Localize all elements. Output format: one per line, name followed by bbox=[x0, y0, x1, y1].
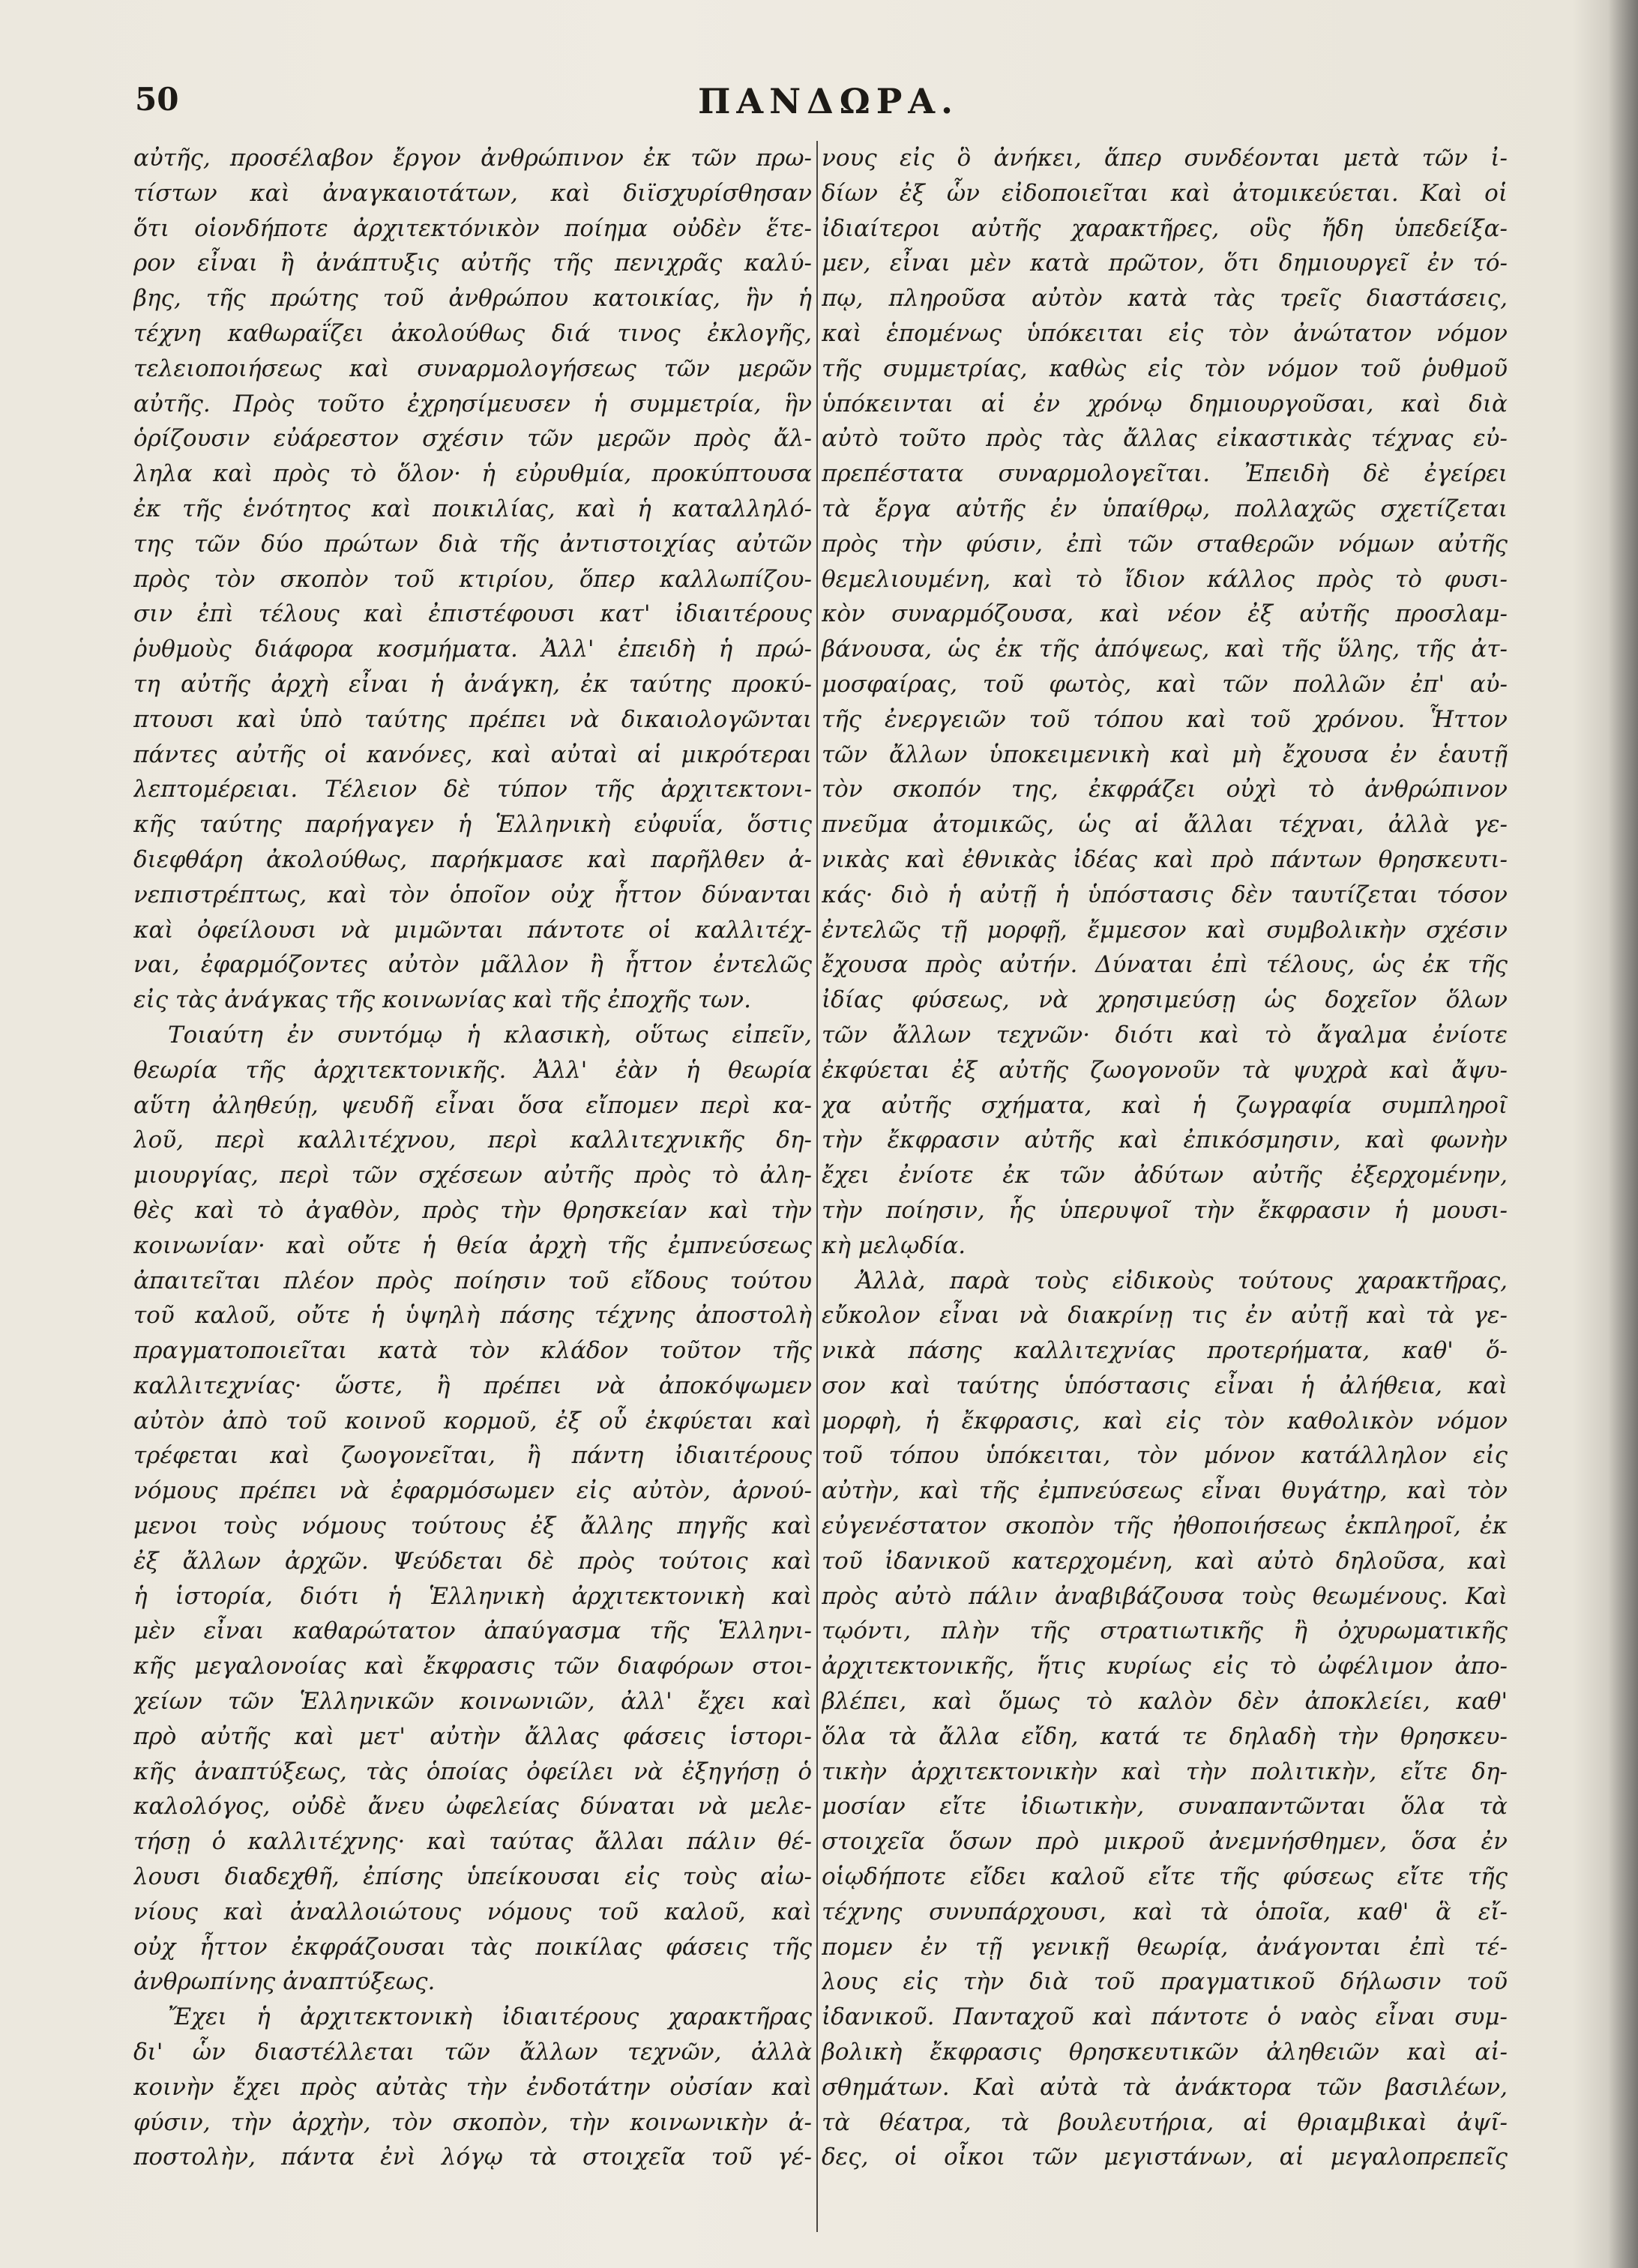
text-line: τοῦ καλοῦ, οὔτε ἡ ὑψηλὴ πάσης τέχνης ἀποστολὴ bbox=[133, 1302, 812, 1330]
text-line: νόμους πρέπει νὰ ἐφαρμόσωμεν εἰς αὐτὸν, ἀρνού- bbox=[133, 1477, 812, 1505]
text-line: ἐκ τῆς ἑνότητος καὶ ποικιλίας, καὶ ἡ καταλληλό- bbox=[133, 495, 812, 522]
text-line: σον καὶ ταύτης ὑπόστασις εἶναι ἡ ἀλήθεια, καὶ bbox=[822, 1372, 1508, 1399]
text-line: τῆς συμμετρίας, καθὼς εἰς τὸν νόμον τοῦ ῥυθμοῦ bbox=[822, 355, 1508, 382]
text-line: κὴ μελῳδία. bbox=[822, 1231, 966, 1259]
text-line: τὰ θέατρα, τὰ βουλευτήρια, αἱ θριαμβικαὶ ἀψῖ- bbox=[822, 2108, 1508, 2136]
text-line: κῆς ἀναπτύξεως, τὰς ὁποίας ὀφείλει νὰ ἐξηγήσῃ ὁ bbox=[133, 1758, 812, 1785]
column-divider bbox=[816, 141, 818, 2232]
text-line: ἀνθρωπίνης ἀναπτύξεως. bbox=[133, 1968, 436, 1996]
text-line: εὐγενέστατον σκοπὸν τῆς ἠθοποιήσεως ἐκπληροῖ, ἐκ bbox=[822, 1512, 1508, 1540]
text-line: σιν ἐπὶ τέλους καὶ ἐπιστέφουσι κατ' ἰδιαιτέρους bbox=[133, 600, 812, 628]
text-line: θὲς καὶ τὸ ἀγαθὸν, πρὸς τὴν θρησκείαν καὶ τὴν bbox=[133, 1196, 812, 1224]
text-line: Τοιαύτη ἐν συντόμῳ ἡ κλασικὴ, οὕτως εἰπεῖν, bbox=[168, 1021, 812, 1049]
text-line: τικὴν ἀρχιτεκτονικὴν καὶ τὴν πολιτικὴν, εἴτε δη- bbox=[822, 1758, 1508, 1785]
text-line: νους εἰς ὃ ἀνήκει, ἅπερ συνδέονται μετὰ τῶν ἰ- bbox=[822, 145, 1508, 172]
page-header bbox=[135, 81, 1522, 127]
text-line: ἰδίας φύσεως, νὰ χρησιμεύσῃ ὡς δοχεῖον ὅλων bbox=[822, 986, 1508, 1014]
text-line: μενοι τοὺς νόμους τούτους ἐξ ἄλλης πηγῆς καὶ bbox=[133, 1512, 812, 1540]
text-line: κοινὴν ἔχει πρὸς αὐτὰς τὴν ἐνδοτάτην οὐσίαν καὶ bbox=[133, 2073, 812, 2101]
text-line: ἔχουσα πρὸς αὐτήν. Δύναται ἐπὶ τέλους, ὡς ἐκ τῆς bbox=[822, 951, 1508, 979]
text-line: τῶν ἄλλων ὑποκειμενικὴ καὶ μὴ ἔχουσα ἐν ἑαυτῇ bbox=[822, 741, 1508, 768]
text-line: χα αὐτῆς σχήματα, καὶ ἡ ζωγραφία συμπληροῖ bbox=[822, 1091, 1508, 1119]
page-number: 50 bbox=[135, 81, 179, 118]
text-line: τέχνη καθωραΐζει ἀκολούθως διά τινος ἐκλογῆς, bbox=[133, 319, 812, 347]
text-line: φύσιν, τὴν ἀρχὴν, τὸν σκοπὸν, τὴν κοινωνικὴν ἀ- bbox=[133, 2108, 812, 2136]
text-line: μὲν εἶναι καθαρώτατον ἀπαύγασμα τῆς Ἑλληνι- bbox=[133, 1617, 812, 1645]
text-line: τέχνης συνυπάρχουσι, καὶ τὰ ὁποῖα, καθ' ἃ εἴ- bbox=[822, 1898, 1508, 1925]
text-line: κῆς μεγαλονοίας καὶ ἔκφρασις τῶν διαφόρων στοι- bbox=[133, 1653, 812, 1680]
text-line: τρέφεται καὶ ζωογονεῖται, ἢ πάντη ἰδιαιτέρους bbox=[133, 1442, 812, 1470]
text-line: μορφὴ, ἡ ἔκφρασις, καὶ εἰς τὸν καθολικὸν νόμον bbox=[822, 1407, 1508, 1435]
text-line: σθημάτων. Καὶ αὐτὰ τὰ ἀνάκτορα τῶν βασιλέων, bbox=[822, 2073, 1508, 2101]
text-line: κάς· διὸ ἡ αὐτῇ ἡ ὑπόστασις δὲν ταυτίζεται τόσον bbox=[822, 881, 1508, 908]
text-line: ὑπόκεινται αἱ ἐν χρόνῳ δημιουργοῦσαι, καὶ διὰ bbox=[822, 390, 1508, 417]
text-line: νικὰς καὶ ἐθνικὰς ἰδέας καὶ πρὸ πάντων θρησκευτι- bbox=[822, 845, 1508, 873]
text-line: αὐτῆς. Πρὸς τοῦτο ἐχρησίμευσεν ἡ συμμετρία, ἣν bbox=[133, 390, 812, 417]
text-line: ἀρχιτεκτονικῆς, ἥτις κυρίως εἰς τὸ ὠφέλιμον ἀπο- bbox=[822, 1653, 1508, 1680]
text-line: μιουργίας, περὶ τῶν σχέσεων αὐτῆς πρὸς τὸ ἀλη- bbox=[133, 1162, 812, 1189]
text-line: λους εἰς τὴν διὰ τοῦ πραγματικοῦ δήλωσιν τοῦ bbox=[822, 1968, 1508, 1996]
text-line: πρὸς τὸν σκοπὸν τοῦ κτιρίου, ὅπερ καλλωπίζου- bbox=[133, 565, 812, 593]
text-line: της τῶν δύο πρώτων διὰ τῆς ἀντιστοιχίας αὐτῶν bbox=[133, 530, 812, 558]
text-line: ἐκφύεται ἐξ αὐτῆς ζωογονοῦν τὰ ψυχρὰ καὶ ἄψυ- bbox=[822, 1056, 1508, 1084]
text-line: ἰδιαίτεροι αὐτῆς χαρακτῆρες, οὓς ἤδη ὑπεδείξα- bbox=[822, 214, 1508, 242]
text-line: πῳ, πληροῦσα αὐτὸν κατὰ τὰς τρεῖς διαστάσεις, bbox=[822, 285, 1508, 313]
text-line: δι' ὧν διαστέλλεται τῶν ἄλλων τεχνῶν, ἀλλὰ bbox=[133, 2039, 812, 2066]
text-line: τὸν σκοπόν της, ἐκφράζει οὐχὶ τὸ ἀνθρώπινον bbox=[822, 776, 1508, 803]
text-line: τῶν ἄλλων τεχνῶν· διότι καὶ τὸ ἄγαλμα ἐνίοτε bbox=[822, 1021, 1508, 1049]
text-line: ἡ ἱστορία, διότι ἡ Ἑλληνικὴ ἀρχιτεκτονικὴ καὶ bbox=[133, 1582, 812, 1610]
text-line: τὰ ἔργα αὐτῆς ἐν ὑπαίθρῳ, πολλαχῶς σχετίζεται bbox=[822, 495, 1508, 522]
text-line: θεωρία τῆς ἀρχιτεκτονικῆς. Ἀλλ' ἐὰν ἡ θεωρία bbox=[133, 1056, 812, 1084]
text-line: ὁρίζουσιν εὐάρεστον σχέσιν τῶν μερῶν πρὸς ἄλ- bbox=[133, 425, 812, 453]
text-line: λοῦ, περὶ καλλιτέχνου, περὶ καλλιτεχνικῆς δη- bbox=[133, 1127, 812, 1154]
text-line: καὶ ὀφείλουσι νὰ μιμῶνται πάντοτε οἱ καλλιτέχ- bbox=[133, 916, 812, 944]
text-line: αὐτῆς, προσέλαβον ἔργον ἀνθρώπινον ἐκ τῶν πρω- bbox=[133, 145, 812, 172]
text-line: κῆς ταύτης παρήγαγεν ἡ Ἑλληνικὴ εὐφυΐα, ὅστις bbox=[133, 811, 812, 839]
text-line: αὐτὴν, καὶ τῆς ἐμπνεύσεως εἶναι θυγάτηρ, καὶ τὸν bbox=[822, 1477, 1508, 1505]
text-line: λουσι διαδεχθῆ, ἐπίσης ὑπείκουσαι εἰς τοὺς αἰω- bbox=[133, 1863, 812, 1891]
text-line: πνεῦμα ἀτομικῶς, ὡς αἱ ἄλλαι τέχναι, ἀλλὰ γε- bbox=[822, 811, 1508, 839]
text-line: ναι, ἐφαρμόζοντες αὐτὸν μᾶλλον ἢ ἧττον ἐντελῶς bbox=[133, 951, 812, 979]
text-line: τελειοποιήσεως καὶ συναρμολογήσεως τῶν μερῶν bbox=[133, 355, 812, 382]
text-line: Ἀλλὰ, παρὰ τοὺς εἰδικοὺς τούτους χαρακτῆρας, bbox=[856, 1267, 1508, 1294]
page-edge-shadow bbox=[1608, 0, 1638, 2268]
text-line: ρον εἶναι ἢ ἀνάπτυξις αὐτῆς τῆς πενιχρᾶς καλύ- bbox=[133, 250, 812, 277]
text-line: πρὸς τὴν φύσιν, ἐπὶ τῶν σταθερῶν νόμων αὐτῆς bbox=[822, 530, 1508, 558]
text-line: πρὸς αὐτὸ πάλιν ἀναβιβάζουσα τοὺς θεωμένους. Καὶ bbox=[822, 1582, 1508, 1610]
text-line: οἱῳδήποτε εἴδει καλοῦ εἴτε τῆς φύσεως εἴτε τῆς bbox=[822, 1863, 1508, 1891]
text-line: πομεν ἐν τῇ γενικῇ θεωρίᾳ, ἀνάγονται ἐπὶ τέ- bbox=[822, 1933, 1508, 1961]
text-line: μοσίαν εἴτε ἰδιωτικὴν, συναπαντῶνται ὅλα τὰ bbox=[822, 1793, 1508, 1821]
text-line: μεν, εἶναι μὲν κατὰ πρῶτον, ὅτι δημιουργεῖ ἐν τό- bbox=[822, 250, 1508, 277]
text-line: καὶ ἑπομένως ὑπόκειται εἰς τὸν ἀνώτατον νόμον bbox=[822, 319, 1508, 347]
text-line: ὅλα τὰ ἄλλα εἴδη, κατά τε δηλαδὴ τὴν θρησκευ- bbox=[822, 1722, 1508, 1750]
text-line: ἐξ ἄλλων ἀρχῶν. Ψεύδεται δὲ πρὸς τούτοις καὶ bbox=[133, 1547, 812, 1575]
text-line: τοῦ ἰδανικοῦ κατερχομένη, καὶ αὐτὸ δηλοῦσα, καὶ bbox=[822, 1547, 1508, 1575]
text-line: πάντες αὐτῆς οἱ κανόνες, καὶ αὐταὶ αἱ μικρότεραι bbox=[133, 741, 812, 768]
text-line: νικὰ πάσης καλλιτεχνίας προτερήματα, καθ' ὅ- bbox=[822, 1337, 1508, 1365]
text-line: πρὸ αὐτῆς καὶ μετ' αὐτὴν ἄλλας φάσεις ἱστορι- bbox=[133, 1722, 812, 1750]
text-line: ληλα καὶ πρὸς τὸ ὅλον· ἡ εὐρυθμία, προκύπτουσα bbox=[133, 460, 812, 488]
text-line: τὴν ἔκφρασιν αὐτῆς καὶ ἐπικόσμησιν, καὶ φωνὴν bbox=[822, 1127, 1508, 1154]
text-line: τίστων καὶ ἀναγκαιοτάτων, καὶ διϊσχυρίσθησαν bbox=[133, 179, 812, 207]
right-column bbox=[822, 141, 1508, 2232]
text-line: νίους καὶ ἀναλλοιώτους νόμους τοῦ καλοῦ, καὶ bbox=[133, 1898, 812, 1925]
text-line: πραγματοποιεῖται κατὰ τὸν κλάδον τοῦτον τῆς bbox=[133, 1337, 812, 1365]
text-line: βλέπει, καὶ ὅμως τὸ καλὸν δὲν ἀποκλείει, καθ' bbox=[822, 1688, 1508, 1716]
text-line: λεπτομέρειαι. Τέλειον δὲ τύπον τῆς ἀρχιτεκτονι- bbox=[133, 776, 812, 803]
text-line: εὔκολον εἶναι νὰ διακρίνῃ τις ἐν αὐτῇ καὶ τὰ γε- bbox=[822, 1302, 1508, 1330]
text-line: βολικὴ ἔκφρασις θρησκευτικῶν ἀληθειῶν καὶ αἰ- bbox=[822, 2039, 1508, 2066]
text-line: μοσφαίρας, τοῦ φωτὸς, καὶ τῶν πολλῶν ἐπ' αὐ- bbox=[822, 670, 1508, 698]
text-line: ῥυθμοὺς διάφορα κοσμήματα. Ἀλλ' ἐπειδὴ ἡ πρώ- bbox=[133, 636, 812, 663]
text-line: κὸν συναρμόζουσα, καὶ νέον ἐξ αὐτῆς προσλαμ- bbox=[822, 600, 1508, 628]
text-line: χείων τῶν Ἑλληνικῶν κοινωνιῶν, ἀλλ' ἔχει καὶ bbox=[133, 1688, 812, 1716]
text-line: δες, οἱ οἶκοι τῶν μεγιστάνων, αἱ μεγαλοπρεπεῖς bbox=[822, 2144, 1508, 2171]
text-line: ὅτι οἱονδήποτε ἀρχιτεκτόνικὸν ποίημα οὐδὲν ἕτε- bbox=[133, 214, 812, 242]
text-line: τήσῃ ὁ καλλιτέχνης· καὶ ταύτας ἄλλαι πάλιν θέ- bbox=[133, 1828, 812, 1856]
text-line: τὴν ποίησιν, ἧς ὑπερυψοῖ τὴν ἔκφρασιν ἡ μουσι- bbox=[822, 1196, 1508, 1224]
text-line: βης, τῆς πρώτης τοῦ ἀνθρώπου κατοικίας, ἣν ἡ bbox=[133, 285, 812, 313]
text-line: ἐντελῶς τῇ μορφῇ, ἔμμεσον καὶ συμβολικὴν σχέσιν bbox=[822, 916, 1508, 944]
text-line: ἀπαιτεῖται πλέον πρὸς ποίησιν τοῦ εἴδους τούτου bbox=[133, 1267, 812, 1294]
text-line: ποστολὴν, πάντα ἐνὶ λόγῳ τὰ στοιχεῖα τοῦ γέ- bbox=[133, 2144, 812, 2171]
text-line: τη αὐτῆς ἀρχὴ εἶναι ἡ ἀνάγκη, ἐκ ταύτης προκύ- bbox=[133, 670, 812, 698]
text-line: καλολόγος, οὐδὲ ἄνευ ὠφελείας δύναται νὰ μελε- bbox=[133, 1793, 812, 1821]
text-line: αὐτὸ τοῦτο πρὸς τὰς ἄλλας εἰκαστικὰς τέχνας εὐ- bbox=[822, 425, 1508, 453]
text-line: αὕτη ἀληθεύῃ, ψευδῆ εἶναι ὅσα εἴπομεν περὶ κα- bbox=[133, 1091, 812, 1119]
text-line: νεπιστρέπτως, καὶ τὸν ὁποῖον οὐχ ἧττον δύνανται bbox=[133, 881, 812, 908]
text-line: κοινωνίαν· καὶ οὔτε ἡ θεία ἀρχὴ τῆς ἐμπνεύσεως bbox=[133, 1231, 812, 1259]
text-line: πτουσι καὶ ὑπὸ ταύτης πρέπει νὰ δικαιολογῶνται bbox=[133, 705, 812, 733]
text-line: δίων ἐξ ὧν εἰδοποιεῖται καὶ ἀτομικεύεται. Καὶ οἱ bbox=[822, 179, 1508, 207]
running-title: ΠΑΝΔΩΡΑ. bbox=[697, 81, 960, 121]
text-line: ἔχει ἐνίοτε ἐκ τῶν ἀδύτων αὐτῆς ἐξερχομένην, bbox=[822, 1162, 1508, 1189]
text-line: οὐχ ἧττον ἐκφράζουσαι τὰς ποικίλας φάσεις τῆς bbox=[133, 1933, 812, 1961]
left-column bbox=[133, 141, 812, 2232]
text-line: τοῦ τόπου ὑπόκειται, τὸν μόνον κατάλληλον εἰς bbox=[822, 1442, 1508, 1470]
text-line: τῆς ἐνεργειῶν τοῦ τόπου καὶ τοῦ χρόνου. Ἧττον bbox=[822, 705, 1508, 733]
text-line: ἰδανικοῦ. Πανταχοῦ καὶ πάντοτε ὁ ναὸς εἶναι συμ- bbox=[822, 2003, 1508, 2031]
text-line: Ἔχει ἡ ἀρχιτεκτονικὴ ἰδιαιτέρους χαρακτῆρας bbox=[168, 2003, 812, 2031]
text-line: διεφθάρη ἀκολούθως, παρήκμασε καὶ παρῆλθεν ἀ- bbox=[133, 845, 812, 873]
text-line: καλλιτεχνίας· ὥστε, ἢ πρέπει νὰ ἀποκόψωμεν bbox=[133, 1372, 812, 1399]
text-line: εἰς τὰς ἀνάγκας τῆς κοινωνίας καὶ τῆς ἐποχῆς των. bbox=[133, 986, 751, 1014]
text-line: αὐτὸν ἀπὸ τοῦ κοινοῦ κορμοῦ, ἐξ οὗ ἐκφύεται καὶ bbox=[133, 1407, 812, 1435]
text-line: στοιχεῖα ὅσων πρὸ μικροῦ ἀνεμνήσθημεν, ὅσα ἐν bbox=[822, 1828, 1508, 1856]
text-line: πρεπέστατα συναρμολογεῖται. Ἐπειδὴ δὲ ἐγείρει bbox=[822, 460, 1508, 488]
text-line: τῳόντι, πλὴν τῆς στρατιωτικῆς ἢ ὀχυρωματικῆς bbox=[822, 1617, 1508, 1645]
text-line: θεμελιουμένη, καὶ τὸ ἴδιον κάλλος πρὸς τὸ φυσι- bbox=[822, 565, 1508, 593]
text-line: βάνουσα, ὡς ἐκ τῆς ἀπόψεως, καὶ τῆς ὕλης, τῆς ἀτ- bbox=[822, 636, 1508, 663]
